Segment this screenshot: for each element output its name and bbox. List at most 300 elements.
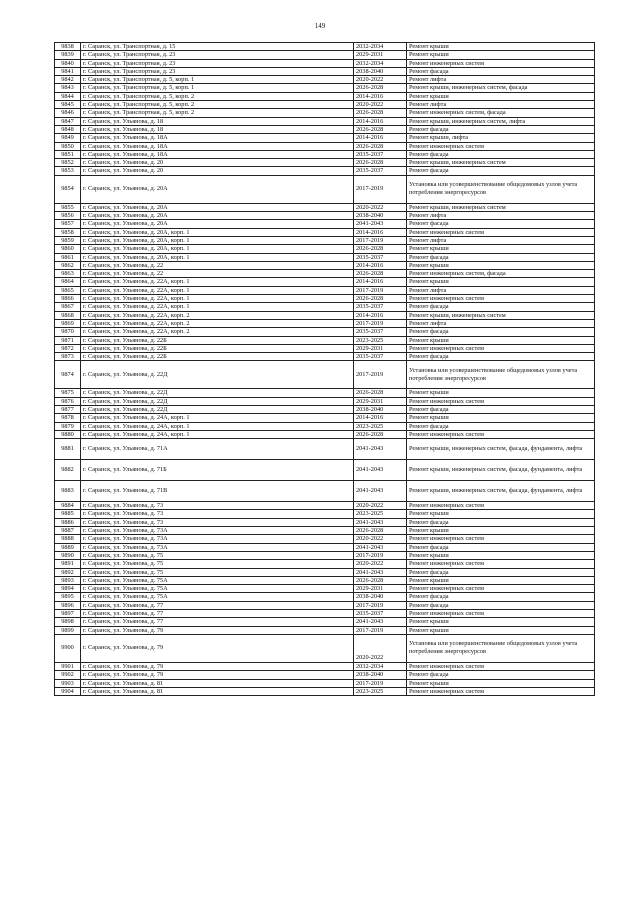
table-row	[55, 311, 595, 319]
row-number-cell: 9843	[55, 84, 81, 92]
work-type-cell: Ремонт крыши	[407, 336, 595, 344]
row-number-cell: 9860	[55, 245, 81, 253]
address-cell: г. Саранск, ул. Ульянова, д. 22А, корп. 2	[81, 311, 354, 319]
table-row	[55, 51, 595, 59]
table-row	[55, 175, 595, 203]
address-cell: г. Саранск, ул. Ульянова, д. 22А, корп. 2	[81, 328, 354, 336]
address-cell: г. Саранск, ул. Ульянова, д. 22Б	[81, 336, 354, 344]
address-cell: г. Саранск, ул. Ульянова, д. 20А, корп. 1	[81, 245, 354, 253]
table-row	[55, 576, 595, 584]
table-row	[55, 84, 595, 92]
table-row	[55, 502, 595, 510]
table-row	[55, 109, 595, 117]
row-number-cell: 9868	[55, 311, 81, 319]
work-type-cell: Ремонт фасада	[407, 67, 595, 75]
address-cell: г. Саранск, ул. Ульянова, д. 22А, корп. 1	[81, 278, 354, 286]
table-row	[55, 236, 595, 244]
address-cell: г. Саранск, ул. Ульянова, д. 22Б	[81, 344, 354, 352]
address-cell: г. Саранск, ул. Транспортная, д. 15	[81, 43, 354, 51]
address-cell: г. Саранск, ул. Ульянова, д. 79	[81, 626, 354, 634]
row-number-cell: 9866	[55, 295, 81, 303]
row-number-cell: 9842	[55, 76, 81, 84]
work-type-cell: Ремонт инженерных систем	[407, 662, 595, 670]
table-row	[55, 535, 595, 543]
address-cell: г. Саранск, ул. Ульянова, д. 20	[81, 159, 354, 167]
work-type-cell: Ремонт инженерных систем	[407, 585, 595, 593]
table-row	[55, 92, 595, 100]
address-cell: г. Саранск, ул. Ульянова, д. 22Д	[81, 397, 354, 405]
work-type-cell: Ремонт инженерных систем	[407, 397, 595, 405]
work-type-cell: Ремонт крыши, инженерных систем	[407, 159, 595, 167]
work-type-cell: Ремонт крыши, инженерных систем	[407, 311, 595, 319]
period-cell: 2014-2016	[354, 92, 407, 100]
period-cell: 2017-2019	[354, 679, 407, 687]
work-type-cell: Ремонт крыши, инженерных систем, фасада, фундамента, лифта	[407, 481, 595, 502]
work-type-cell: Ремонт инженерных систем	[407, 560, 595, 568]
work-type-cell: Ремонт крыши	[407, 51, 595, 59]
row-number-cell: 9896	[55, 601, 81, 609]
table-row	[55, 634, 595, 662]
row-number-cell: 9877	[55, 405, 81, 413]
work-type-cell: Ремонт крыши, инженерных систем, лифта	[407, 117, 595, 125]
work-type-cell: Ремонт фасада	[407, 568, 595, 576]
table-row	[55, 253, 595, 261]
work-type-cell: Ремонт фасада	[407, 167, 595, 175]
work-type-cell: Ремонт инженерных систем	[407, 344, 595, 352]
table-row	[55, 510, 595, 518]
period-cell: 2026-2028	[354, 389, 407, 397]
row-number-cell: 9893	[55, 576, 81, 584]
table-row	[55, 245, 595, 253]
table-row	[55, 319, 595, 327]
table-row	[55, 261, 595, 269]
work-type-cell: Ремонт фасада	[407, 353, 595, 361]
row-number-cell: 9867	[55, 303, 81, 311]
period-cell: 2035-2037	[354, 610, 407, 618]
work-type-cell: Ремонт лифта	[407, 286, 595, 294]
table-row	[55, 593, 595, 601]
address-cell: г. Саранск, ул. Ульянова, д. 22Д	[81, 361, 354, 389]
period-cell: 2038-2040	[354, 671, 407, 679]
row-number-cell: 9858	[55, 228, 81, 236]
period-cell: 2014-2016	[354, 228, 407, 236]
period-cell: 2041-2043	[354, 439, 407, 460]
work-type-cell: Ремонт инженерных систем, фасада	[407, 109, 595, 117]
work-type-cell: Ремонт фасада	[407, 671, 595, 679]
address-cell: г. Саранск, ул. Ульянова, д. 75	[81, 560, 354, 568]
row-number-cell: 9873	[55, 353, 81, 361]
work-type-cell: Ремонт крыши	[407, 679, 595, 687]
address-cell: г. Саранск, ул. Ульянова, д. 20А	[81, 220, 354, 228]
address-cell: г. Саранск, ул. Ульянова, д. 71Б	[81, 460, 354, 481]
work-type-cell: Ремонт лифта	[407, 212, 595, 220]
row-number-cell: 9844	[55, 92, 81, 100]
period-cell: 2017-2019	[354, 361, 407, 389]
work-type-cell: Ремонт крыши, инженерных систем, фасада	[407, 84, 595, 92]
address-cell: г. Саранск, ул. Ульянова, д. 73	[81, 510, 354, 518]
address-cell: г. Саранск, ул. Ульянова, д. 77	[81, 618, 354, 626]
address-cell: г. Саранск, ул. Ульянова, д. 24А, корп. 1	[81, 414, 354, 422]
row-number-cell: 9882	[55, 460, 81, 481]
address-cell: г. Саранск, ул. Ульянова, д. 20А	[81, 203, 354, 211]
period-cell: 2041-2043	[354, 618, 407, 626]
row-number-cell: 9848	[55, 125, 81, 133]
row-number-cell: 9903	[55, 679, 81, 687]
period-cell: 2020-2022	[354, 203, 407, 211]
address-cell: г. Саранск, ул. Ульянова, д. 20А	[81, 175, 354, 203]
period-cell: 2014-2016	[354, 134, 407, 142]
period-cell: 2038-2040	[354, 405, 407, 413]
period-cell: 2029-2031	[354, 585, 407, 593]
work-type-cell: Ремонт фасада	[407, 518, 595, 526]
table-row	[55, 270, 595, 278]
work-type-cell: Ремонт крыши	[407, 510, 595, 518]
address-cell: г. Саранск, ул. Ульянова, д. 18А	[81, 142, 354, 150]
row-number-cell: 9881	[55, 439, 81, 460]
row-number-cell: 9872	[55, 344, 81, 352]
table-row	[55, 414, 595, 422]
period-cell: 2020-2022	[354, 634, 407, 662]
work-type-cell: Ремонт фасада	[407, 543, 595, 551]
address-cell: г. Саранск, ул. Ульянова, д. 18	[81, 117, 354, 125]
work-type-cell: Ремонт фасада	[407, 150, 595, 158]
page-number: 149	[314, 22, 326, 30]
table-row	[55, 159, 595, 167]
work-type-cell: Ремонт крыши	[407, 414, 595, 422]
period-cell: 2026-2028	[354, 125, 407, 133]
address-cell: г. Саранск, ул. Ульянова, д. 79	[81, 671, 354, 679]
address-cell: г. Саранск, ул. Ульянова, д. 24А, корп. 1	[81, 430, 354, 438]
row-number-cell: 9876	[55, 397, 81, 405]
period-cell: 2014-2016	[354, 261, 407, 269]
table-row	[55, 585, 595, 593]
table-row	[55, 679, 595, 687]
period-cell: 2014-2016	[354, 311, 407, 319]
period-cell: 2029-2031	[354, 397, 407, 405]
row-number-cell: 9878	[55, 414, 81, 422]
work-type-cell: Ремонт инженерных систем	[407, 142, 595, 150]
period-cell: 2023-2025	[354, 422, 407, 430]
row-number-cell: 9904	[55, 687, 81, 695]
work-type-cell: Ремонт крыши	[407, 626, 595, 634]
period-cell: 2014-2016	[354, 117, 407, 125]
row-number-cell: 9895	[55, 593, 81, 601]
period-cell: 2032-2034	[354, 662, 407, 670]
work-type-cell: Ремонт инженерных систем	[407, 430, 595, 438]
address-cell: г. Саранск, ул. Ульянова, д. 79	[81, 662, 354, 670]
period-cell: 2026-2028	[354, 245, 407, 253]
work-type-cell: Ремонт крыши	[407, 92, 595, 100]
row-number-cell: 9886	[55, 518, 81, 526]
address-cell: г. Саранск, ул. Ульянова, д. 75	[81, 568, 354, 576]
work-type-cell: Ремонт крыши, лифта	[407, 134, 595, 142]
row-number-cell: 9845	[55, 101, 81, 109]
address-cell: г. Саранск, ул. Ульянова, д. 22Д	[81, 389, 354, 397]
period-cell: 2041-2043	[354, 543, 407, 551]
period-cell: 2020-2022	[354, 535, 407, 543]
period-cell: 2026-2028	[354, 576, 407, 584]
address-cell: г. Саранск, ул. Транспортная, д. 5, корп. 1	[81, 76, 354, 84]
row-number-cell: 9902	[55, 671, 81, 679]
work-type-cell: Ремонт лифта	[407, 76, 595, 84]
period-cell: 2014-2016	[354, 278, 407, 286]
work-type-cell: Ремонт крыши	[407, 389, 595, 397]
work-type-cell: Ремонт крыши	[407, 278, 595, 286]
table-row	[55, 344, 595, 352]
row-number-cell: 9841	[55, 67, 81, 75]
address-cell: г. Саранск, ул. Ульянова, д. 18А	[81, 150, 354, 158]
address-cell: г. Саранск, ул. Ульянова, д. 22	[81, 261, 354, 269]
row-number-cell: 9854	[55, 175, 81, 203]
address-cell: г. Саранск, ул. Ульянова, д. 75А	[81, 576, 354, 584]
period-cell: 2026-2028	[354, 527, 407, 535]
address-cell: г. Саранск, ул. Ульянова, д. 71В	[81, 481, 354, 502]
table-row	[55, 551, 595, 559]
row-number-cell: 9838	[55, 43, 81, 51]
row-number-cell: 9875	[55, 389, 81, 397]
table-row	[55, 439, 595, 460]
row-number-cell: 9857	[55, 220, 81, 228]
period-cell: 2035-2037	[354, 167, 407, 175]
work-type-cell: Ремонт крыши	[407, 43, 595, 51]
work-type-cell: Ремонт крыши, инженерных систем, фасада, фундамента, лифта	[407, 460, 595, 481]
period-cell: 2023-2025	[354, 687, 407, 695]
period-cell: 2026-2028	[354, 109, 407, 117]
address-cell: г. Саранск, ул. Ульянова, д. 81	[81, 679, 354, 687]
address-cell: г. Саранск, ул. Транспортная, д. 23	[81, 59, 354, 67]
address-cell: г. Саранск, ул. Ульянова, д. 22	[81, 270, 354, 278]
table-row	[55, 76, 595, 84]
address-cell: г. Саранск, ул. Ульянова, д. 77	[81, 610, 354, 618]
work-type-cell: Ремонт инженерных систем	[407, 535, 595, 543]
table-row	[55, 389, 595, 397]
address-cell: г. Саранск, ул. Ульянова, д. 75А	[81, 585, 354, 593]
table-row	[55, 662, 595, 670]
work-type-cell: Ремонт фасада	[407, 303, 595, 311]
table-row	[55, 328, 595, 336]
period-cell: 2026-2028	[354, 84, 407, 92]
work-type-cell: Ремонт инженерных систем	[407, 687, 595, 695]
table-row	[55, 560, 595, 568]
table-row	[55, 167, 595, 175]
row-number-cell: 9870	[55, 328, 81, 336]
table-row	[55, 59, 595, 67]
table-row	[55, 460, 595, 481]
work-type-cell: Ремонт фасада	[407, 422, 595, 430]
table-row	[55, 303, 595, 311]
period-cell: 2035-2037	[354, 353, 407, 361]
period-cell: 2017-2019	[354, 601, 407, 609]
address-cell: г. Саранск, ул. Ульянова, д. 75А	[81, 593, 354, 601]
row-number-cell: 9859	[55, 236, 81, 244]
row-number-cell: 9865	[55, 286, 81, 294]
table-row	[55, 295, 595, 303]
row-number-cell: 9880	[55, 430, 81, 438]
table-row	[55, 543, 595, 551]
row-number-cell: 9850	[55, 142, 81, 150]
row-number-cell: 9849	[55, 134, 81, 142]
period-cell: 2023-2025	[354, 336, 407, 344]
row-number-cell: 9839	[55, 51, 81, 59]
row-number-cell: 9863	[55, 270, 81, 278]
table-row	[55, 228, 595, 236]
address-cell: г. Саранск, ул. Транспортная, д. 5, корп. 2	[81, 92, 354, 100]
period-cell: 2041-2043	[354, 518, 407, 526]
period-cell: 2017-2019	[354, 319, 407, 327]
row-number-cell: 9889	[55, 543, 81, 551]
work-type-cell: Ремонт фасада	[407, 253, 595, 261]
table-row	[55, 220, 595, 228]
period-cell: 2041-2043	[354, 481, 407, 502]
work-type-cell: Ремонт фасада	[407, 601, 595, 609]
work-type-cell: Ремонт инженерных систем	[407, 228, 595, 236]
work-type-cell: Ремонт фасада	[407, 593, 595, 601]
row-number-cell: 9900	[55, 634, 81, 662]
row-number-cell: 9899	[55, 626, 81, 634]
address-cell: г. Саранск, ул. Ульянова, д. 20А, корп. 1	[81, 228, 354, 236]
work-type-cell: Ремонт фасада	[407, 328, 595, 336]
work-type-cell: Установка или усовершенствование общедомовых узлов учета потребления энергоресурсов	[407, 634, 595, 662]
work-type-cell: Ремонт фасада	[407, 405, 595, 413]
table-row	[55, 278, 595, 286]
address-cell: г. Саранск, ул. Ульянова, д. 22А, корп. 2	[81, 319, 354, 327]
address-cell: г. Саранск, ул. Ульянова, д. 22А, корп. 1	[81, 295, 354, 303]
table-row	[55, 212, 595, 220]
address-cell: г. Саранск, ул. Ульянова, д. 79	[81, 634, 354, 662]
period-cell: 2035-2037	[354, 150, 407, 158]
row-number-cell: 9885	[55, 510, 81, 518]
address-cell: г. Саранск, ул. Ульянова, д. 20А	[81, 212, 354, 220]
address-cell: г. Саранск, ул. Ульянова, д. 73А	[81, 543, 354, 551]
address-cell: г. Саранск, ул. Транспортная, д. 5, корп. 2	[81, 101, 354, 109]
row-number-cell: 9846	[55, 109, 81, 117]
period-cell: 2026-2028	[354, 142, 407, 150]
address-cell: г. Саранск, ул. Транспортная, д. 23	[81, 51, 354, 59]
row-number-cell: 9853	[55, 167, 81, 175]
period-cell: 2032-2034	[354, 59, 407, 67]
address-cell: г. Саранск, ул. Транспортная, д. 5, корп. 2	[81, 109, 354, 117]
address-cell: г. Саранск, ул. Ульянова, д. 77	[81, 601, 354, 609]
period-cell: 2032-2034	[354, 43, 407, 51]
work-type-cell: Ремонт лифта	[407, 101, 595, 109]
work-type-cell: Ремонт фасада	[407, 125, 595, 133]
period-cell: 2026-2028	[354, 159, 407, 167]
address-cell: г. Саранск, ул. Ульянова, д. 73А	[81, 527, 354, 535]
period-cell: 2026-2028	[354, 430, 407, 438]
table-row	[55, 601, 595, 609]
table-body	[55, 43, 595, 696]
period-cell: 2038-2040	[354, 212, 407, 220]
repair-schedule-table	[54, 42, 595, 696]
table-row	[55, 618, 595, 626]
table-row	[55, 43, 595, 51]
address-cell: г. Саранск, ул. Ульянова, д. 24А, корп. 1	[81, 422, 354, 430]
table-row	[55, 117, 595, 125]
table-row	[55, 671, 595, 679]
row-number-cell: 9847	[55, 117, 81, 125]
address-cell: г. Саранск, ул. Ульянова, д. 73	[81, 502, 354, 510]
table-row	[55, 430, 595, 438]
row-number-cell: 9855	[55, 203, 81, 211]
row-number-cell: 9862	[55, 261, 81, 269]
period-cell: 2017-2019	[354, 551, 407, 559]
period-cell: 2026-2028	[354, 295, 407, 303]
address-cell: г. Саранск, ул. Ульянова, д. 22Д	[81, 405, 354, 413]
address-cell: г. Саранск, ул. Ульянова, д. 20А, корп. 1	[81, 236, 354, 244]
period-cell: 2017-2019	[354, 286, 407, 294]
period-cell: 2017-2019	[354, 175, 407, 203]
address-cell: г. Саранск, ул. Ульянова, д. 81	[81, 687, 354, 695]
period-cell: 2017-2019	[354, 236, 407, 244]
address-cell: г. Саранск, ул. Транспортная, д. 5, корп. 1	[81, 84, 354, 92]
address-cell: г. Саранск, ул. Ульянова, д. 22Б	[81, 353, 354, 361]
period-cell: 2020-2022	[354, 502, 407, 510]
work-type-cell: Ремонт лифта	[407, 236, 595, 244]
work-type-cell: Ремонт крыши	[407, 245, 595, 253]
table-row	[55, 142, 595, 150]
work-type-cell: Установка или усовершенствование общедомовых узлов учета потребления энергоресурсов	[407, 175, 595, 203]
row-number-cell: 9879	[55, 422, 81, 430]
work-type-cell: Ремонт крыши	[407, 551, 595, 559]
period-cell: 2035-2037	[354, 253, 407, 261]
row-number-cell: 9888	[55, 535, 81, 543]
address-cell: г. Саранск, ул. Ульянова, д. 71А	[81, 439, 354, 460]
table-row	[55, 405, 595, 413]
table-row	[55, 397, 595, 405]
address-cell: г. Саранск, ул. Ульянова, д. 73А	[81, 535, 354, 543]
work-type-cell: Ремонт крыши	[407, 261, 595, 269]
period-cell: 2014-2016	[354, 414, 407, 422]
work-type-cell: Ремонт инженерных систем	[407, 502, 595, 510]
table-row	[55, 481, 595, 502]
period-cell: 2020-2022	[354, 560, 407, 568]
row-number-cell: 9871	[55, 336, 81, 344]
period-cell: 2041-2043	[354, 568, 407, 576]
period-cell: 2029-2031	[354, 51, 407, 59]
table-row	[55, 336, 595, 344]
table-row	[55, 361, 595, 389]
address-cell: г. Саранск, ул. Ульянова, д. 75	[81, 551, 354, 559]
work-type-cell: Ремонт инженерных систем	[407, 59, 595, 67]
row-number-cell: 9897	[55, 610, 81, 618]
row-number-cell: 9874	[55, 361, 81, 389]
period-cell: 2035-2037	[354, 328, 407, 336]
table-row	[55, 527, 595, 535]
period-cell: 2041-2043	[354, 220, 407, 228]
address-cell: г. Саранск, ул. Ульянова, д. 20	[81, 167, 354, 175]
work-type-cell: Ремонт инженерных систем	[407, 295, 595, 303]
row-number-cell: 9864	[55, 278, 81, 286]
table-row	[55, 101, 595, 109]
work-type-cell: Ремонт крыши, инженерных систем, фасада, фундамента, лифта	[407, 439, 595, 460]
table-row	[55, 626, 595, 634]
work-type-cell: Ремонт крыши, инженерных систем	[407, 203, 595, 211]
row-number-cell: 9869	[55, 319, 81, 327]
address-cell: г. Саранск, ул. Ульянова, д. 18А	[81, 134, 354, 142]
address-cell: г. Саранск, ул. Ульянова, д. 22А, корп. 1	[81, 303, 354, 311]
period-cell: 2020-2022	[354, 101, 407, 109]
period-cell: 2041-2043	[354, 460, 407, 481]
period-cell: 2020-2022	[354, 76, 407, 84]
row-number-cell: 9851	[55, 150, 81, 158]
row-number-cell: 9840	[55, 59, 81, 67]
work-type-cell: Ремонт крыши	[407, 527, 595, 535]
row-number-cell: 9901	[55, 662, 81, 670]
address-cell: г. Саранск, ул. Транспортная, д. 23	[81, 67, 354, 75]
row-number-cell: 9861	[55, 253, 81, 261]
row-number-cell: 9887	[55, 527, 81, 535]
work-type-cell: Ремонт крыши	[407, 576, 595, 584]
